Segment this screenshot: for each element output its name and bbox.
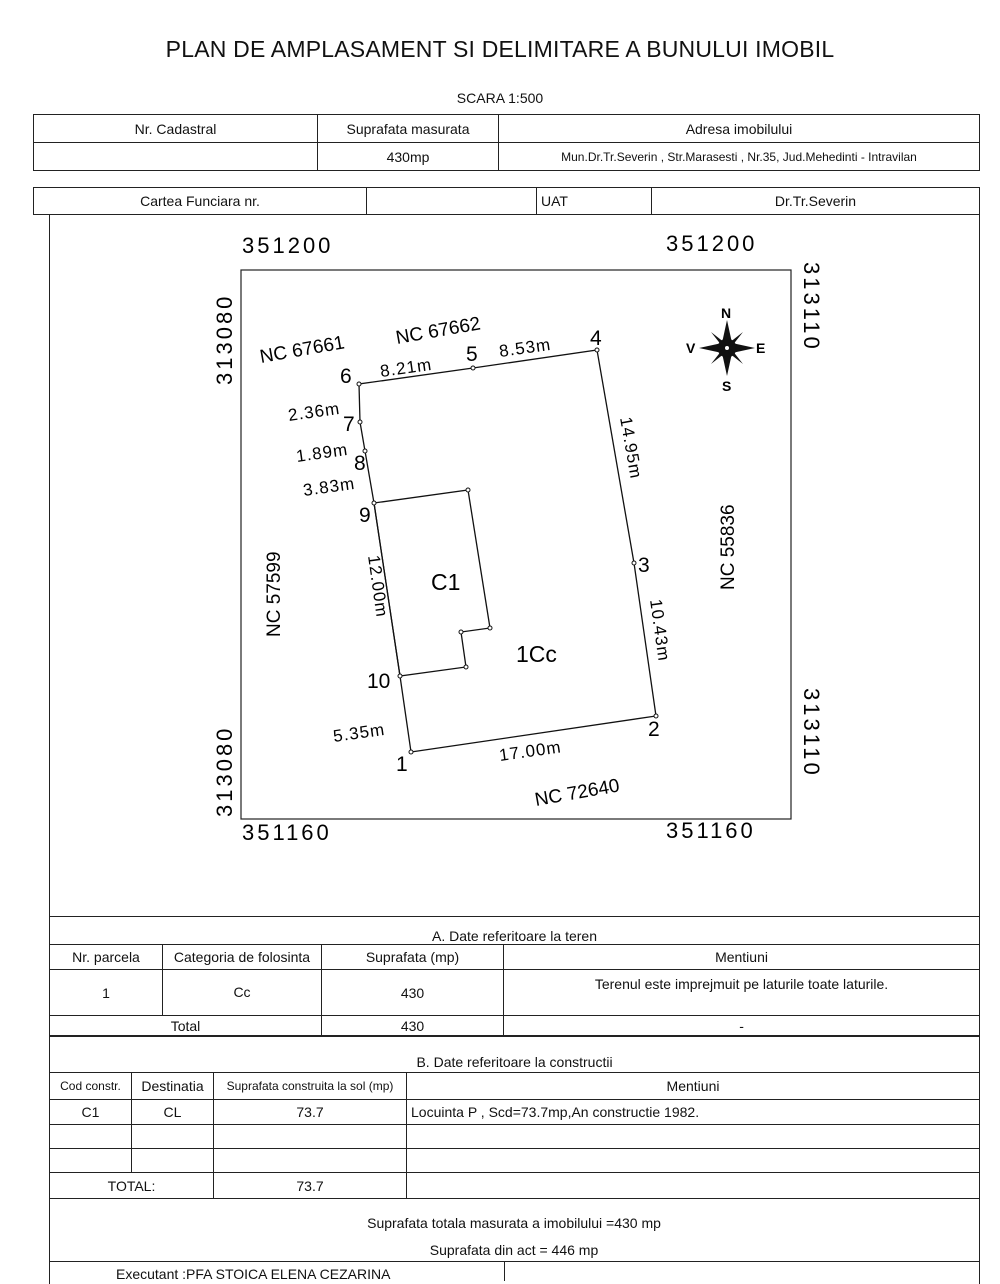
land-cell-surface: 430 — [322, 970, 504, 1016]
coord-left-top: 313080 — [212, 293, 237, 385]
neighbor-w: NC 57599 — [264, 551, 285, 637]
vertex-c1d — [464, 665, 468, 669]
compass-v: V — [686, 340, 696, 356]
point-7: 7 — [343, 413, 355, 436]
neighbor-nw: NC 67661 — [258, 332, 347, 368]
coord-right-top: 313110 — [799, 262, 824, 352]
uat-value: Dr.Tr.Severin — [652, 188, 980, 215]
coord-top-left: 351200 — [242, 233, 334, 258]
vertex-6 — [357, 382, 361, 386]
land-total-label: Total — [50, 1016, 322, 1036]
length-3-4: 14.95m — [616, 415, 646, 481]
length-9-10: 12.00m — [364, 553, 392, 619]
vertex-c1b — [488, 626, 492, 630]
construction-cell-destination: CL — [132, 1100, 214, 1125]
cadastral-label: Nr. Cadastral — [34, 115, 318, 143]
land-total-value: 430 — [322, 1016, 504, 1036]
construction-cell-surface: 73.7 — [214, 1100, 407, 1125]
vertex-7 — [358, 420, 362, 424]
coord-bottom-left: 351160 — [242, 820, 332, 845]
length-1-2: 17.00m — [497, 737, 563, 765]
surface-act: Suprafata din act = 446 mp — [429, 1242, 599, 1258]
point-4: 4 — [590, 327, 602, 350]
coord-bottom-right: 351160 — [666, 818, 756, 843]
point-6: 6 — [340, 365, 352, 388]
page-title: PLAN DE AMPLASAMENT SI DELIMITARE A BUNULUI IMOBIL — [165, 36, 835, 62]
vertex-9 — [372, 501, 376, 505]
construction-cell-code: C1 — [50, 1100, 132, 1125]
length-5-6: 8.21m — [378, 354, 434, 381]
land-cell-parcel: 1 — [50, 970, 163, 1016]
neighbor-e: NC 55836 — [718, 504, 739, 590]
point-2: 2 — [648, 718, 660, 741]
vertex-c1a — [466, 488, 470, 492]
compass-e: E — [756, 340, 766, 356]
construction-header-notes: Mentiuni — [407, 1073, 980, 1100]
parcel-label: 1Cc — [516, 641, 557, 667]
length-10-1: 5.35m — [331, 719, 387, 746]
construction-header-surface: Suprafata construita la sol (mp) — [214, 1073, 407, 1100]
land-header-surface: Suprafata (mp) — [322, 945, 504, 970]
vertex-3 — [632, 561, 636, 565]
executant: Executant :PFA STOICA ELENA CEZARINA — [116, 1266, 391, 1282]
land-table — [49, 916, 980, 1036]
bottom-mid-divider — [504, 1261, 505, 1281]
compass-n: N — [721, 305, 732, 321]
point-1: 1 — [396, 753, 408, 776]
construction-header-code: Cod constr. — [50, 1073, 132, 1100]
construction-total-value: 73.7 — [214, 1173, 407, 1199]
construction-header-destination: Destinatia — [132, 1073, 214, 1100]
length-7-8: 1.89m — [294, 439, 350, 466]
vertex-5 — [471, 366, 475, 370]
surface-value: 430mp — [318, 143, 499, 171]
length-2-3: 10.43m — [646, 597, 674, 663]
construction-table — [49, 1036, 980, 1199]
bottom-divider — [49, 1261, 979, 1262]
neighbor-n: NC 67662 — [394, 313, 483, 349]
length-6-7: 2.36m — [286, 398, 342, 425]
coord-top-right: 351200 — [666, 231, 758, 256]
land-total-note: - — [504, 1016, 980, 1036]
coord-right-bottom: 313110 — [799, 688, 824, 778]
vertex-1 — [409, 750, 413, 754]
uat-label: UAT — [537, 188, 652, 215]
point-5: 5 — [466, 343, 478, 366]
construction-cell-notes: Locuinta P , Scd=73.7mp,An constructie 1982. — [407, 1100, 980, 1125]
compass-s: S — [722, 378, 732, 394]
land-header-notes: Mentiuni — [504, 945, 980, 970]
building-label: C1 — [431, 569, 461, 595]
land-cell-category: Cc — [163, 970, 322, 1016]
land-header-category: Categoria de folosinta — [163, 945, 322, 970]
address-value: Mun.Dr.Tr.Severin , Str.Marasesti , Nr.35, Jud.Mehedinti - Intravilan — [499, 143, 980, 171]
parcel-boundary — [359, 350, 656, 752]
compass-icon — [686, 305, 765, 394]
coord-left-bottom: 313080 — [212, 725, 237, 817]
neighbor-s: NC 72640 — [533, 775, 622, 811]
vertex-10 — [398, 674, 402, 678]
land-cell-notes: Terenul este imprejmuit pe laturile toate laturile. — [504, 970, 980, 1016]
construction-section-title: B. Date referitoare la constructii — [50, 1037, 980, 1073]
land-header-parcel: Nr. parcela — [50, 945, 163, 970]
construction-total-label: TOTAL: — [50, 1173, 214, 1199]
cf-label: Cartea Funciara nr. — [34, 188, 367, 215]
length-4-5: 8.53m — [497, 334, 553, 361]
length-8-9: 3.83m — [301, 473, 357, 500]
land-section-title: A. Date referitoare la teren — [50, 917, 980, 945]
point-3: 3 — [638, 554, 650, 577]
vertex-c1c — [459, 630, 463, 634]
address-label: Adresa imobilului — [499, 115, 980, 143]
point-9: 9 — [359, 504, 371, 527]
point-8: 8 — [354, 452, 366, 475]
scale-label: SCARA 1:500 — [456, 90, 544, 106]
point-10: 10 — [367, 670, 391, 693]
surface-measured: Suprafata totala masurata a imobilului =430 mp — [367, 1215, 661, 1231]
surface-label: Suprafata masurata — [318, 115, 499, 143]
